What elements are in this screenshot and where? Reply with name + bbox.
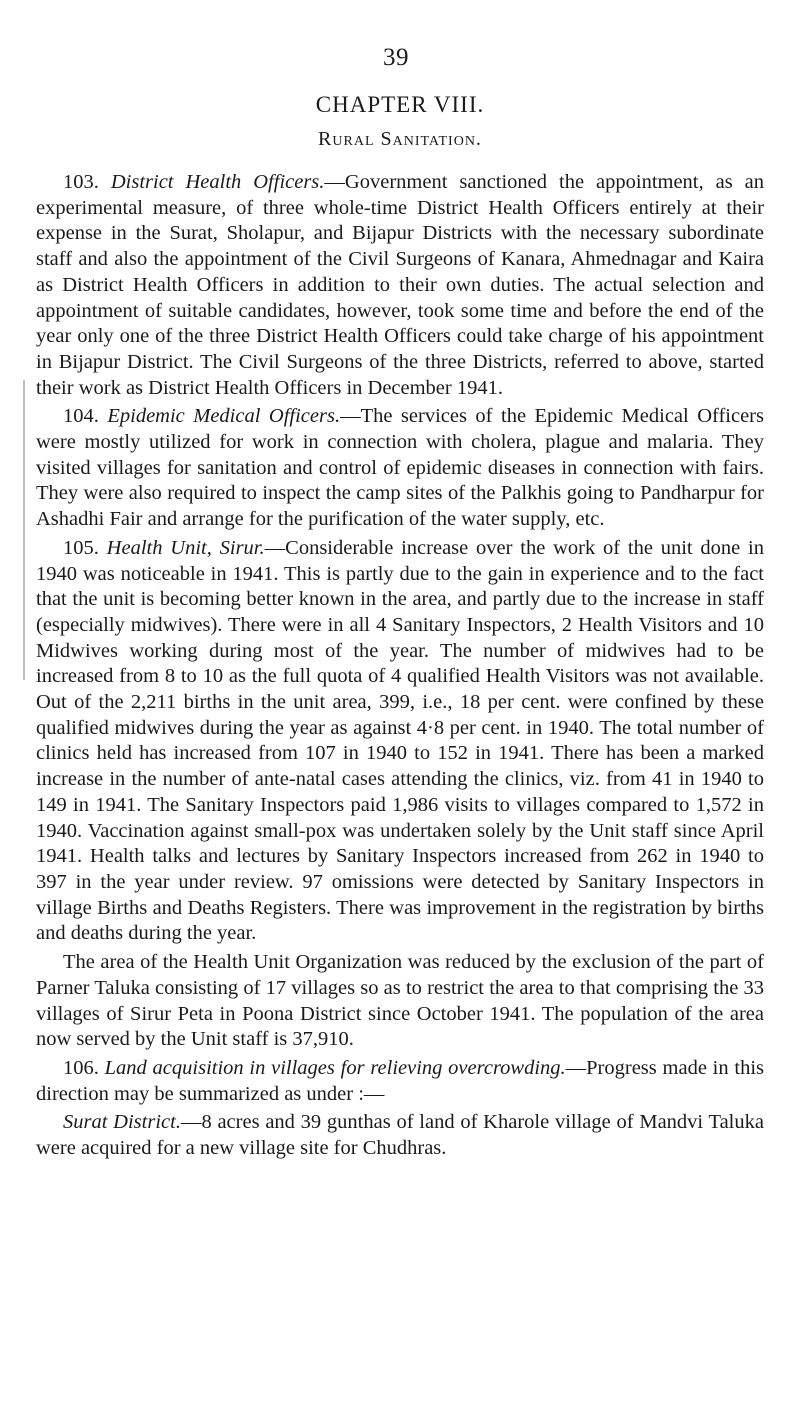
paragraph-106 xyxy=(36,1056,764,1107)
paragraph-text: —The services of the Epidemic Medical Officers were mostly utilized for work in connection with cholera, plague and malaria. They visited villages for sanitation and control of epidemic diseases in connection with fairs. They were also required to inspect the camp sites of the Palkhis going to Pandharpur for Ashadhi Fair and arrange for the purification of the water supply, etc. xyxy=(36,405,764,531)
paragraph-text: —8 acres and 39 gunthas of land of Kharole village of Mandvi Taluka were acquired for a new village site for Chudhras. xyxy=(36,1111,764,1160)
paragraph-text: —Considerable increase over the work of the unit done in 1940 was noticeable in 1941. This is partly due to the gain in experience and to the fact that the unit is becoming better known in the area, and partly due to the increase in staff (especially midwives). There were in all 4 Sanitary Inspectors, 2 Health Visitors and 10 Midwives working during most of the year. The number of midwives had to be increased from 8 to 10 as the full quota of 4 qualified Health Visitors was not available. Out of the 2,211 births in the unit area, 399, i.e., 18 per cent. were confined by these qualified midwives during the year as against 4·8 per cent. in 1940. The total number of clinics held has increased from 107 in 1940 to 152 in 1941. There has been a marked increase in the number of ante-natal cases attending the clinics, viz. from 41 in 1940 to 149 in 1941. The Sanitary Inspectors paid 1,986 visits to villages compared to 1,572 in 1940. Vaccination against small-pox was undertaken solely by the Unit staff since April 1941. Health talks and lectures by Sanitary Inspectors increased from 262 in 1940 to 397 in the year under review. 97 omissions were detected by Sanitary Inspectors in village Births and Deaths Registers. There was improvement in the registration by births and deaths during the year. xyxy=(36,536,765,945)
paragraph-text: The area of the Health Unit Organization was reduced by the exclusion of the part of Parner Taluka consisting of 17 villages so as to restrict the area to that comprising the 33 villages of Sirur Peta in Poona District since October 1941. The population of the area now served by the Unit staff is 37,910. xyxy=(36,951,764,1051)
paragraph-heading: Epidemic Medical Officers. xyxy=(107,405,341,428)
page-number: 39 xyxy=(383,44,409,71)
paragraph-104 xyxy=(36,404,764,533)
paragraph-103 xyxy=(36,170,764,401)
paragraph-number: 105. xyxy=(63,536,99,559)
paragraph-number: 106. xyxy=(63,1056,99,1079)
body-text xyxy=(36,170,764,1165)
paragraph-heading: Surat District. xyxy=(63,1111,181,1134)
paragraph-heading: Land acquisition in villages for relieving overcrowding. xyxy=(104,1056,566,1079)
paragraph-text: —Progress made in this direction may be summarized as under :— xyxy=(36,1056,764,1105)
paragraph-heading: Health Unit, Sirur. xyxy=(106,536,265,559)
chapter-title: CHAPTER VIII. xyxy=(315,92,485,117)
paragraph-105-continued xyxy=(36,950,764,1053)
paragraph-number: 104. xyxy=(63,405,99,428)
paragraph-number: 103. xyxy=(63,171,99,193)
paragraph-surat-district xyxy=(36,1110,764,1161)
page-edge-shadow xyxy=(23,380,25,680)
section-title: Rural Sanitation. xyxy=(318,128,482,150)
paragraph-heading: District Health Officers. xyxy=(110,171,325,193)
paragraph-text: —Government sanctioned the appointment, as an experimental measure, of three whole-time District Health Officers entirely at their expense in the Surat, Sholapur, and Bijapur Districts with the necessary subordinate staff and also the appointment of the Civil Surgeons of Kanara, Ahmednagar and Kaira as District Health Officers in addition to their own duties. The actual selection and appointment of suitable candidates, however, took some time and before the end of the year only one of the three District Health Officers could take charge of his appointment in Bijapur District. The Civil Surgeons of the three Districts, referred to above, started their work as District Health Officers in December 1941. xyxy=(36,171,765,399)
paragraph-105 xyxy=(36,536,764,947)
